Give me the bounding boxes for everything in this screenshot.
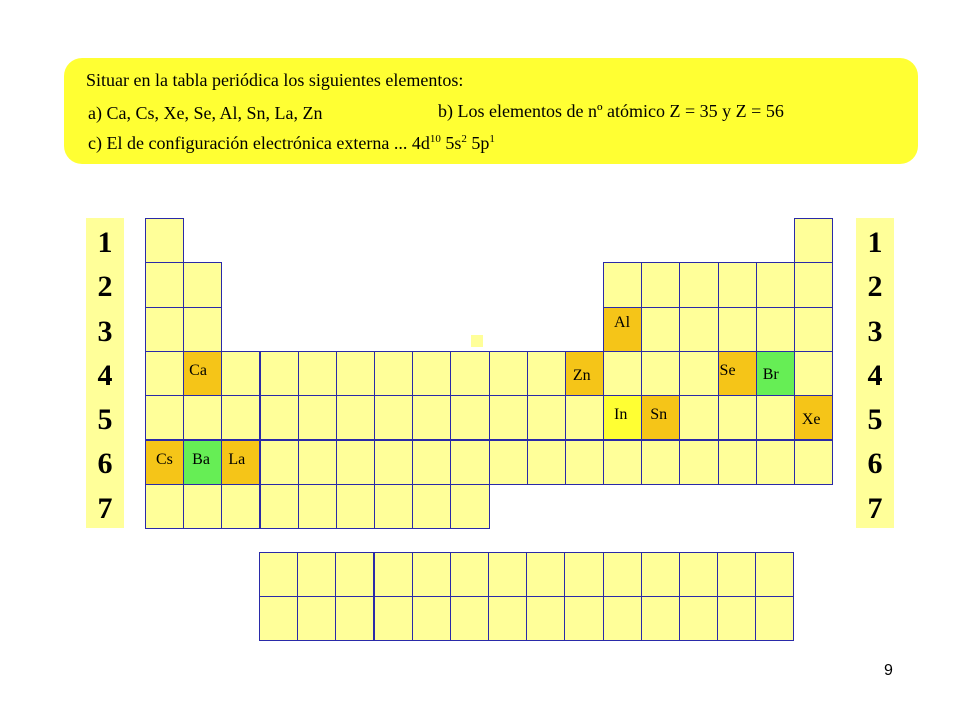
table-cell xyxy=(565,395,604,440)
table-cell xyxy=(336,351,375,396)
element-cell-ca xyxy=(183,351,222,396)
f-block-cell xyxy=(259,552,298,597)
table-cell xyxy=(603,351,642,396)
period-labels-left xyxy=(86,218,124,528)
element-symbol: Al xyxy=(614,313,631,331)
table-cell xyxy=(145,351,184,396)
table-cell xyxy=(336,440,375,485)
table-cell xyxy=(718,440,757,485)
config-term-2: $5s^2$ xyxy=(445,133,467,153)
f-block-cell xyxy=(412,596,451,641)
table-cell xyxy=(756,440,795,485)
f-block-cell xyxy=(679,596,718,641)
part-c-prefix: c) El de configuración electrónica externa ... xyxy=(88,133,412,153)
table-cell xyxy=(145,218,184,263)
exercise-banner xyxy=(64,58,918,164)
f-block-cell xyxy=(526,552,565,597)
f-block-cell xyxy=(603,596,642,641)
table-cell xyxy=(565,440,604,485)
table-cell xyxy=(527,351,566,396)
table-cell xyxy=(794,440,833,485)
table-cell xyxy=(641,307,680,352)
config-term-1: $4d^{10}$ xyxy=(411,133,441,153)
table-cell xyxy=(756,307,795,352)
f-block-cell xyxy=(488,552,527,597)
f-block-cell xyxy=(755,552,794,597)
f-block-cell xyxy=(335,552,374,597)
element-cell-sn xyxy=(641,395,680,440)
f-block-cell xyxy=(412,552,451,597)
period-label: 3 xyxy=(867,314,883,348)
table-cell xyxy=(374,395,413,440)
table-cell xyxy=(145,395,184,440)
table-cell xyxy=(260,484,299,529)
table-cell xyxy=(794,307,833,352)
table-cell xyxy=(412,395,451,440)
f-block-cell xyxy=(259,596,298,641)
config-term-3: $5p^1$ xyxy=(471,133,495,153)
table-cell xyxy=(794,262,833,307)
table-cell xyxy=(221,395,260,440)
table-cell xyxy=(527,440,566,485)
period-label: 4 xyxy=(97,358,113,392)
element-symbol: La xyxy=(228,450,246,468)
f-block-cell xyxy=(564,552,603,597)
table-cell xyxy=(679,395,718,440)
element-cell-xe xyxy=(794,395,833,440)
element-symbol: Sn xyxy=(650,406,668,424)
table-cell xyxy=(679,307,718,352)
part-b-text: b) Los elementos de nº atómico Z = 35 y Z = 56 xyxy=(438,101,784,121)
element-cell-la xyxy=(221,440,260,485)
period-label: 7 xyxy=(867,491,883,525)
part-a-text: a) Ca, Cs, Xe, Se, Al, Sn, La, Zn xyxy=(88,103,323,123)
element-symbol: Zn xyxy=(572,366,591,384)
element-symbol: Br xyxy=(762,365,779,383)
table-cell xyxy=(794,218,833,263)
table-cell xyxy=(603,440,642,485)
table-cell xyxy=(679,351,718,396)
f-block-cell xyxy=(450,552,489,597)
period-label: 6 xyxy=(867,447,883,481)
table-cell xyxy=(336,484,375,529)
table-cell xyxy=(641,351,680,396)
table-cell xyxy=(718,395,757,440)
period-label: 1 xyxy=(867,226,883,259)
table-cell xyxy=(374,440,413,485)
f-block-cell xyxy=(564,596,603,641)
element-symbol: Cs xyxy=(156,450,173,468)
part-c-text xyxy=(88,133,495,154)
f-block-cell xyxy=(488,596,527,641)
table-cell xyxy=(679,440,718,485)
period-label: 5 xyxy=(867,403,883,437)
table-cell xyxy=(489,395,528,440)
intro-text: Situar en la tabla periódica los siguientes elementos: xyxy=(86,70,464,90)
f-block-cell xyxy=(297,596,336,641)
table-cell xyxy=(183,395,222,440)
table-cell xyxy=(489,351,528,396)
table-cell xyxy=(183,307,222,352)
f-block-cell xyxy=(679,552,718,597)
table-cell xyxy=(260,440,299,485)
element-symbol: Ca xyxy=(189,361,207,379)
period-label: 7 xyxy=(97,491,113,525)
decorative-square xyxy=(471,335,483,347)
table-cell xyxy=(450,484,489,529)
f-block-cell xyxy=(717,552,756,597)
element-symbol: Se xyxy=(719,361,736,379)
f-block-cell xyxy=(603,552,642,597)
table-cell xyxy=(336,395,375,440)
element-symbol: Xe xyxy=(801,411,821,429)
page-number: 9 xyxy=(884,662,893,679)
element-cell-zn xyxy=(565,351,604,396)
f-block-cell xyxy=(526,596,565,641)
table-cell xyxy=(718,307,757,352)
period-labels-right xyxy=(856,218,894,528)
table-cell xyxy=(641,262,680,307)
table-cell xyxy=(450,395,489,440)
table-cell xyxy=(679,262,718,307)
table-cell xyxy=(489,440,528,485)
table-cell xyxy=(603,262,642,307)
table-cell xyxy=(221,351,260,396)
table-cell xyxy=(183,484,222,529)
period-label: 2 xyxy=(97,270,113,304)
f-block-cell xyxy=(335,596,374,641)
table-cell xyxy=(756,262,795,307)
table-cell xyxy=(298,440,337,485)
f-block-cell xyxy=(450,596,489,641)
period-label: 3 xyxy=(97,314,113,348)
table-cell xyxy=(794,351,833,396)
f-block-cell xyxy=(641,596,680,641)
table-cell xyxy=(260,351,299,396)
table-cell xyxy=(412,484,451,529)
table-cell xyxy=(641,440,680,485)
element-symbol: Ba xyxy=(192,450,210,468)
f-block-cell xyxy=(641,552,680,597)
table-cell xyxy=(298,395,337,440)
f-block-cell xyxy=(717,596,756,641)
period-label: 1 xyxy=(97,226,113,259)
f-block-cell xyxy=(374,552,413,597)
table-cell xyxy=(450,440,489,485)
period-label: 5 xyxy=(97,403,113,437)
table-cell xyxy=(298,484,337,529)
table-cell xyxy=(527,395,566,440)
element-cell-ba xyxy=(183,440,222,485)
f-block-cell xyxy=(374,596,413,641)
table-cell xyxy=(412,351,451,396)
period-label: 6 xyxy=(97,447,113,481)
period-label: 4 xyxy=(867,358,883,392)
table-cell xyxy=(145,262,184,307)
element-cell-se xyxy=(718,351,757,396)
element-cell-cs xyxy=(145,440,184,485)
table-cell xyxy=(756,395,795,440)
f-block-cell xyxy=(755,596,794,641)
table-cell xyxy=(298,351,337,396)
table-cell xyxy=(374,484,413,529)
table-cell xyxy=(412,440,451,485)
table-cell xyxy=(718,262,757,307)
element-symbol: In xyxy=(614,406,628,424)
f-block-cell xyxy=(297,552,336,597)
element-cell-in xyxy=(603,395,642,440)
table-cell xyxy=(145,307,184,352)
table-cell xyxy=(450,351,489,396)
table-cell xyxy=(183,262,222,307)
element-cell-al xyxy=(603,307,642,352)
period-label: 2 xyxy=(867,270,883,304)
table-cell xyxy=(221,484,260,529)
table-cell xyxy=(374,351,413,396)
element-cell-br xyxy=(756,351,795,396)
table-cell xyxy=(145,484,184,529)
table-cell xyxy=(260,395,299,440)
